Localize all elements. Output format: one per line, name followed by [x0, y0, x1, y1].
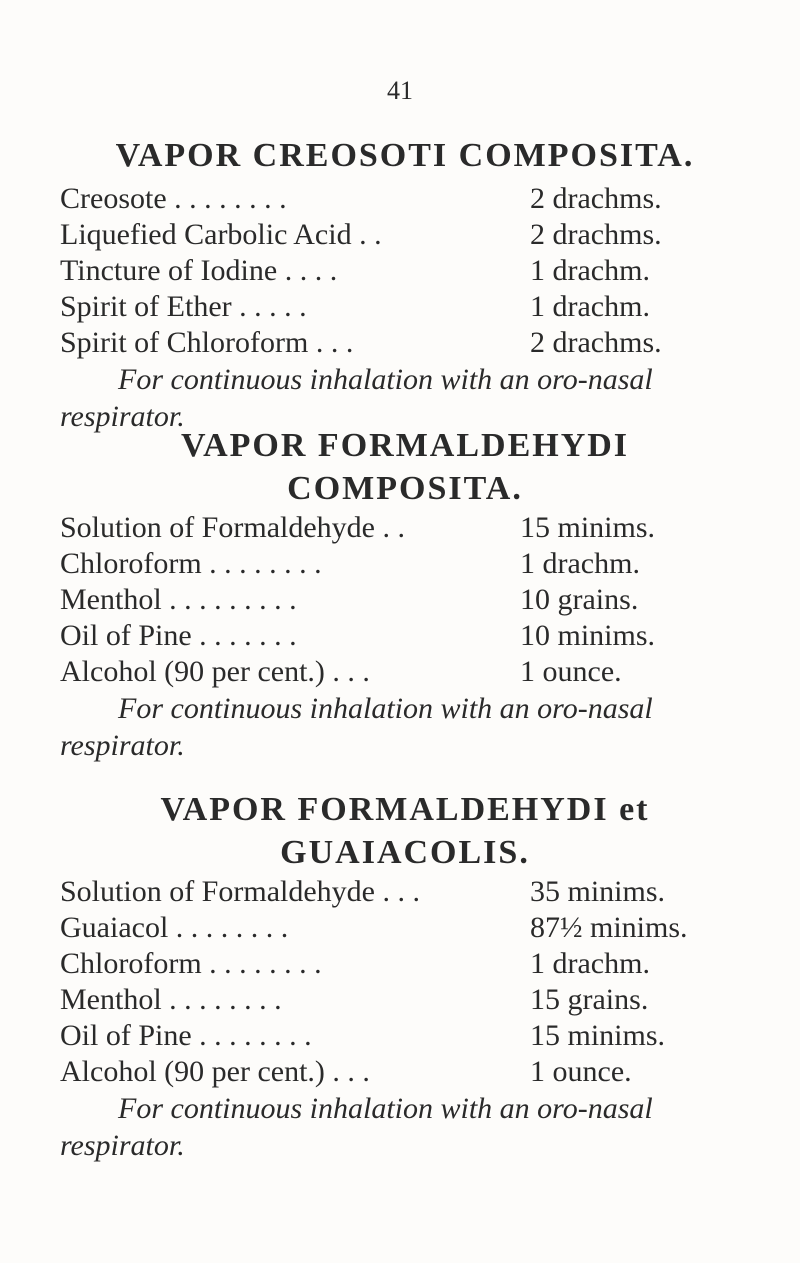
ingredient-name: Menthol . . . . . . . . . [60, 583, 297, 616]
section-title: VAPOR CREOSOTI COMPOSITA. [115, 137, 695, 174]
ingredient-row [60, 289, 750, 325]
ingredient-quantity: 15 minims. [520, 511, 656, 544]
ingredient-row [60, 1018, 750, 1054]
ingredient-quantity: 15 minims. [530, 1019, 666, 1052]
ingredient-quantity: 2 drachms. [530, 326, 662, 359]
ingredient-quantity: 2 drachms. [530, 218, 662, 251]
ingredient-quantity: 1 ounce. [530, 1055, 632, 1088]
ingredient-row [60, 325, 750, 361]
ingredient-quantity: 1 drachm. [530, 254, 650, 287]
ingredient-name: Tincture of Iodine . . . . [60, 254, 338, 287]
ingredient-name: Oil of Pine . . . . . . . [60, 619, 297, 652]
ingredient-quantity: 35 minims. [530, 875, 666, 908]
ingredient-row [60, 253, 750, 289]
ingredient-name: Solution of Formaldehyde . . . [60, 875, 420, 908]
usage-note: For continuous inhalation with an oro-nasal respirator. [60, 363, 653, 433]
ingredient-quantity: 87½ minims. [530, 911, 688, 944]
ingredient-quantity: 15 grains. [530, 983, 649, 1016]
section-vapor-formaldehydi-guaiacolis [60, 788, 750, 1164]
ingredient-row [60, 654, 750, 690]
ingredient-name: Menthol . . . . . . . . [60, 983, 282, 1016]
page-number: 41 [387, 76, 413, 105]
section-vapor-creosoti [60, 134, 750, 435]
section-vapor-formaldehydi [60, 424, 750, 764]
ingredient-name: Alcohol (90 per cent.) . . . [60, 1055, 370, 1088]
ingredient-name: Alcohol (90 per cent.) . . . [60, 655, 370, 688]
usage-note: For continuous inhalation with an oro-nasal respirator. [60, 1092, 653, 1162]
ingredient-row [60, 217, 750, 253]
ingredient-row [60, 1054, 750, 1090]
usage-note: For continuous inhalation with an oro-nasal respirator. [60, 692, 653, 762]
section-title-line-1: VAPOR FORMALDEHYDI et [160, 791, 650, 828]
ingredient-row [60, 546, 750, 582]
ingredient-quantity: 10 minims. [520, 619, 656, 652]
ingredient-quantity: 1 drachm. [530, 290, 650, 323]
ingredient-row [60, 910, 750, 946]
ingredient-name: Solution of Formaldehyde . . [60, 511, 405, 544]
section-title-line-1: VAPOR FORMALDEHYDI [180, 427, 630, 464]
ingredient-quantity: 1 ounce. [520, 655, 622, 688]
ingredient-name: Creosote . . . . . . . . [60, 182, 287, 215]
ingredient-name: Spirit of Chloroform . . . [60, 326, 354, 359]
ingredient-row [60, 618, 750, 654]
ingredient-name: Chloroform . . . . . . . . [60, 947, 322, 980]
ingredient-quantity: 1 drachm. [520, 547, 640, 580]
ingredient-quantity: 2 drachms. [530, 182, 662, 215]
ingredient-row [60, 510, 750, 546]
ingredient-name: Chloroform . . . . . . . . [60, 547, 322, 580]
ingredient-name: Oil of Pine . . . . . . . . [60, 1019, 312, 1052]
ingredient-row [60, 946, 750, 982]
ingredient-name: Liquefied Carbolic Acid . . [60, 218, 382, 251]
ingredient-quantity: 10 grains. [520, 583, 639, 616]
ingredient-name: Spirit of Ether . . . . . [60, 290, 307, 323]
ingredient-row [60, 982, 750, 1018]
ingredient-row [60, 874, 750, 910]
section-title-line-2: GUAIACOLIS. [280, 834, 530, 871]
section-title-line-2: COMPOSITA. [287, 470, 523, 507]
ingredient-name: Guaiacol . . . . . . . . [60, 911, 289, 944]
ingredient-row [60, 181, 750, 217]
ingredient-row [60, 582, 750, 618]
ingredient-quantity: 1 drachm. [530, 947, 650, 980]
